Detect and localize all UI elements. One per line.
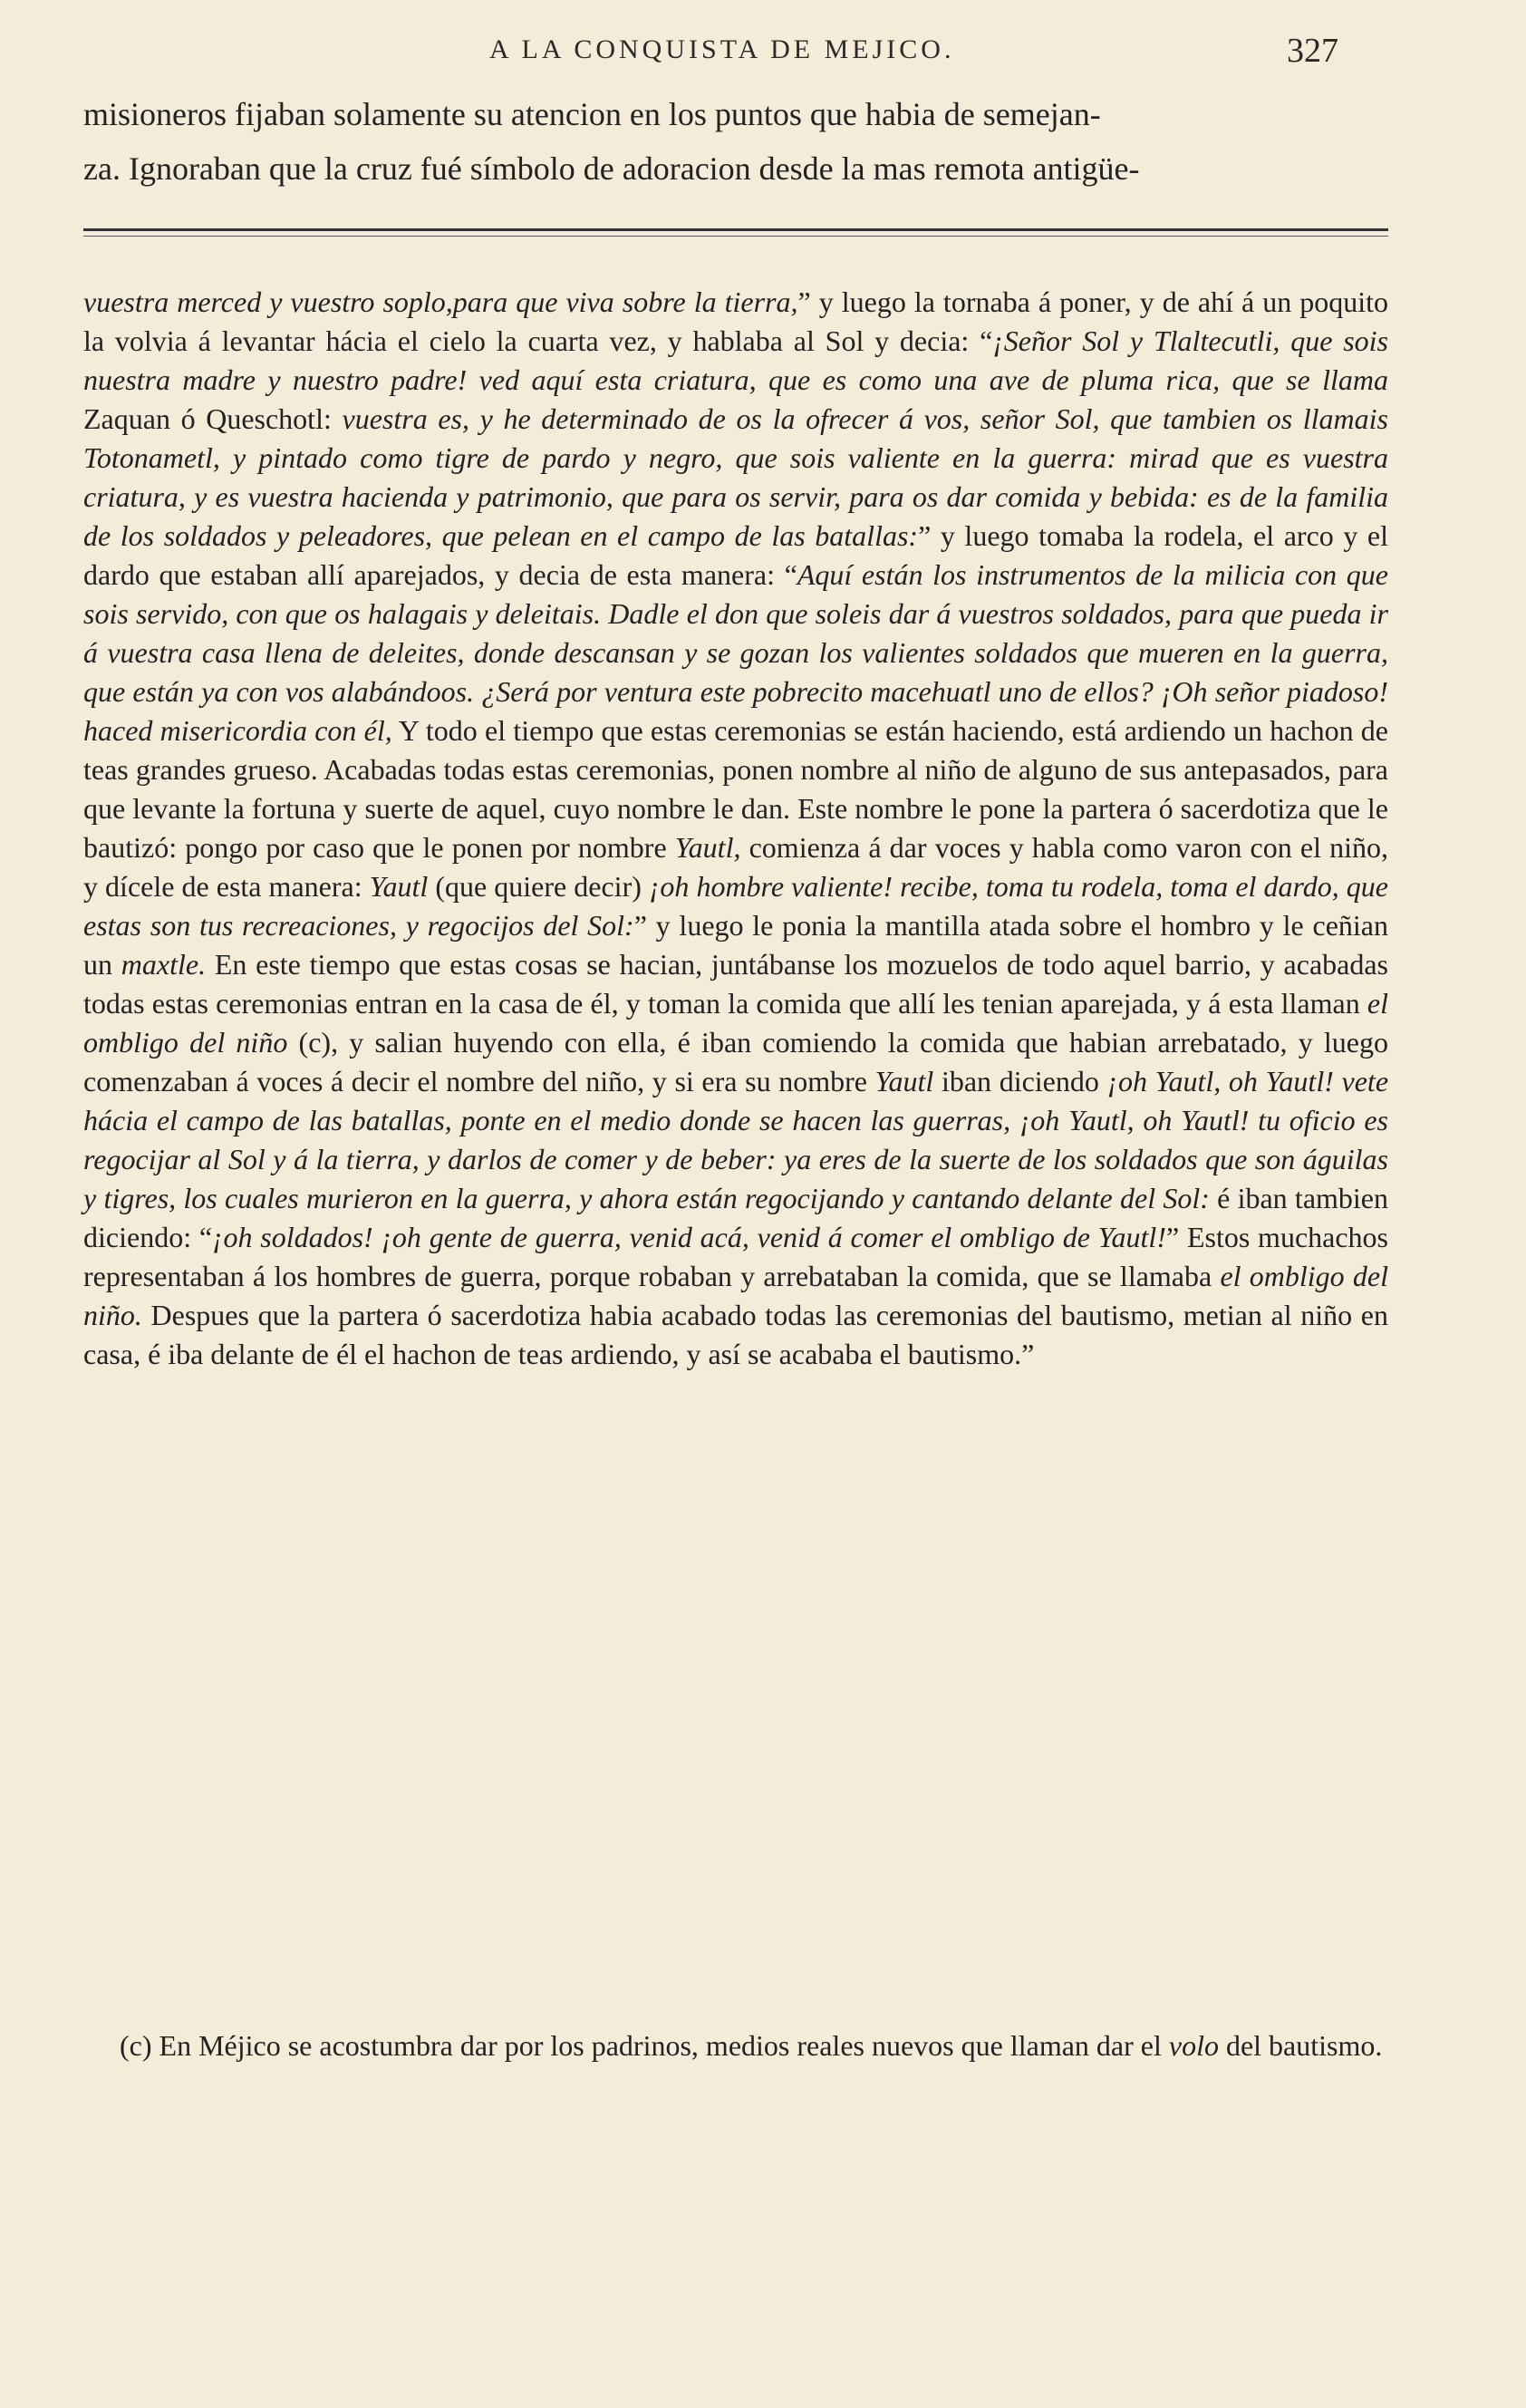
italic-span: Aquí están los instrumentos de la milicia con que sois servido, con que os halagais y deleitais. Dadle el don que soleis dar á vuestros soldados, para que pueda ir á vuestra casa llena de deleites, donde descansan y se gozan los valientes soldados que mueren en la guerra, que están ya con vos alabándoos. ¿Será por ventura este pobrecito macehuatl uno de ellos? ¡Oh señor piadoso! haced misericordia con él, xyxy=(83,558,1389,747)
italic-span: Yautl xyxy=(874,1065,934,1098)
italic-span: Yautl xyxy=(369,870,429,903)
italic-span: el ombligo del niño. xyxy=(83,1260,1389,1331)
carryover-line: misioneros fijaban solamente su atencion en los puntos que habia de semejan- xyxy=(83,96,1101,132)
text-span: (c) En Méjico se acostumbra dar por los padrinos, medios reales nuevos que llaman dar el xyxy=(120,2029,1169,2062)
italic-span: ¡oh hombre valiente! recibe, toma tu rodela, toma el dardo, que estas son tus recreaciones, y regocijos del Sol: xyxy=(83,870,1389,942)
text-span: En este tiempo que estas cosas se hacian, juntábanse los mozuelos de todo aquel barrio, y acabadas todas estas ceremonias entran en la casa de él, y toman la comida que allí les tenian aparejada, y á esta llaman xyxy=(83,948,1389,1020)
running-head xyxy=(0,31,1526,76)
section-rule xyxy=(83,228,1388,231)
text-span: ” y luego la tornaba á poner, y de ahí á un poquito la volvia á levantar hácia el cielo la cuarta vez, y hablaba al Sol y decia: “ xyxy=(83,285,1389,357)
italic-span: Yautl, xyxy=(674,831,741,864)
italic-span: el ombligo del niño xyxy=(83,987,1388,1059)
footnote-text xyxy=(83,2023,1388,2068)
italic-span: ¡oh Yautl, oh Yautl! vete hácia el campo de las batallas, ponte en el medio donde se hacen las guerras, ¡oh Yautl, oh Yautl! tu oficio es regocijar al Sol y á la tierra, y darlos de comer y de beber: ya eres de la suerte de los soldados que son águilas y tigres, los cuales murieron en la guerra, y ahora están regocijando y cantando delante del Sol: xyxy=(83,1065,1389,1214)
text-span: Y todo el tiempo que estas ceremonias se están haciendo, está ardiendo un hachon de teas grandes grueso. Acabadas todas estas ceremonias, ponen nombre al niño de alguno de sus antepasados, para que levante la fortuna y suerte de aquel, cuyo nombre le dan. Este nombre le pone la partera ó sacerdotiza que le bautizó: pongo por caso que le ponen por nombre xyxy=(83,714,1389,864)
text-span: del bautismo. xyxy=(1218,2029,1383,2062)
text-span: é iban tambien diciendo: “ xyxy=(83,1182,1389,1253)
text-span: (que quiere decir) xyxy=(428,870,649,903)
italic-span: maxtle. xyxy=(121,948,207,981)
carryover-text xyxy=(83,87,1388,196)
text-span: iban diciendo xyxy=(933,1065,1107,1098)
text-span: ” y luego le ponia la mantilla atada sobre el hombro y le ceñian un xyxy=(83,909,1389,981)
text-span: ” Estos muchachos representaban á los hombres de guerra, porque robaban y arrebataban la comida, que se llamaba xyxy=(83,1221,1389,1292)
italic-span: vuestra es, y he determinado de os la ofrecer á vos, señor Sol, que tambien os llamais Totonametl, y pintado como tigre de pardo y negro, que sois valiente en la guerra: mirad que es vuestra criatura, y es vuestra hacienda y patrimonio, que para os servir, para os dar comida y bebida: es de la familia de los soldados y peleadores, que pelean en el campo de las batallas: xyxy=(83,402,1389,552)
italic-span: vuestra merced y vuestro soplo,para que viva sobre la tierra, xyxy=(83,285,798,318)
text-span: comienza á dar voces y habla como varon con el niño, y dícele de esta manera: xyxy=(83,831,1389,903)
main-text xyxy=(83,283,1388,1374)
italic-span: ¡oh soldados! ¡oh gente de guerra, venid acá, venid á comer el ombligo de Yautl! xyxy=(212,1221,1166,1253)
page-number: 327 xyxy=(1287,32,1338,70)
section-rule-thin xyxy=(83,236,1388,237)
text-span: ” y luego tomaba la rodela, el arco y el dardo que estaban allí aparejados, y decia de esta manera: “ xyxy=(83,519,1389,591)
running-title: A LA CONQUISTA DE MEJICO. xyxy=(489,34,955,64)
italic-span: volo xyxy=(1168,2029,1219,2062)
footnote xyxy=(83,2023,1388,2068)
carryover-line: za. Ignoraban que la cruz fué símbolo de adoracion desde la mas remota antigüe- xyxy=(83,150,1140,187)
text-span: Zaquan ó Queschotl: xyxy=(83,402,343,435)
italic-span: ¡Señor Sol y Tlaltecutli, que sois nuestra madre y nuestro padre! ved aquí esta criatura, que es como una ave de pluma rica, que se llama xyxy=(83,324,1389,396)
text-span: (c), y salian huyendo con ella, é iban comiendo la comida que habian arrebatado, y luego comenzaban á voces á decir el nombre del niño, y si era su nombre xyxy=(83,1026,1389,1098)
text-span: Despues que la partera ó sacerdotiza habia acabado todas las ceremonias del bautismo, metian al niño en casa, é iba delante de él el hachon de teas ardiendo, y así se acababa el bautismo.” xyxy=(83,1299,1388,1370)
body-paragraph xyxy=(83,283,1388,1374)
